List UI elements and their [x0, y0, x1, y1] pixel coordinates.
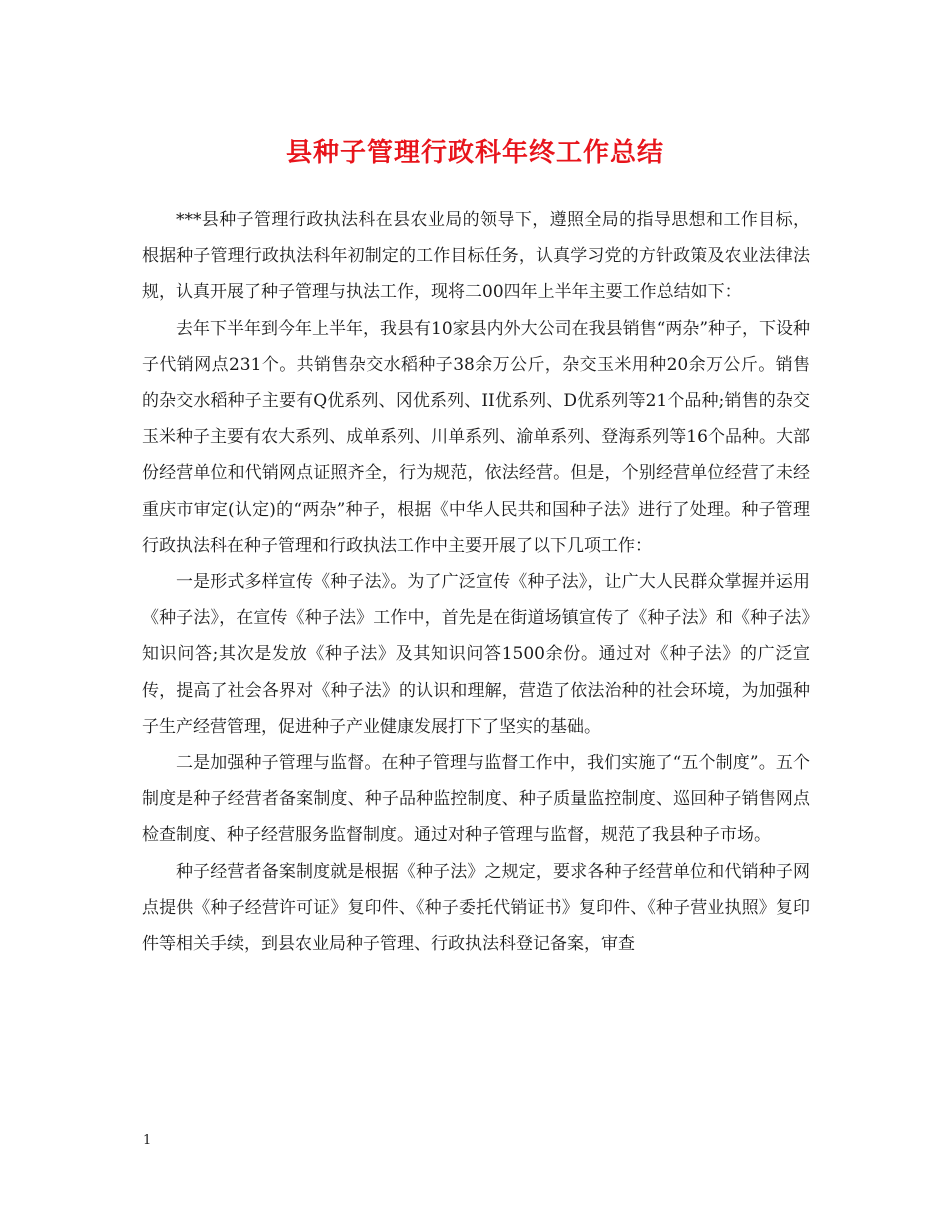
page-number: 1 — [143, 1133, 152, 1148]
paragraph-intro: ***县种子管理行政执法科在县农业局的领导下，遵照全局的指导思想和工作目标，根据种子管理行政执法科年初制定的工作目标任务，认真学习党的方针政策及农业法律法规，认真开展了种子管理与执法工作，现将二00四年上半年主要工作总结如下： — [142, 210, 810, 303]
paragraph-supervision: 二是加强种子管理与监督。在种子管理与监督工作中，我们实施了“五个制度”。五个制度是种子经营者备案制度、种子品种监控制度、种子质量监控制度、巡回种子销售网点检查制度、种子经营服务监督制度。通过对种子管理与监督，规范了我县种子市场。 — [142, 753, 810, 846]
document-title: 县种子管理行政科年终工作总结 — [285, 138, 664, 168]
paragraph-sales-overview: 去年下半年到今年上半年，我县有10家县内外大公司在我县销售“两杂”种子，下设种子代销网点231个。共销售杂交水稻种子38余万公斤，杂交玉米用种20余万公斤。销售的杂交水稻种子主要有Q优系列、冈优系列、II优系列、D优系列等21个品种;销售的杂交玉米种子主要有农大系列、成单系列、川单系列、渝单系列、登海系列等16个品种。大部份经营单位和代销网点证照齐全，行为规范，依法经营。但是，个别经营单位经营了未经重庆市审定(认定)的“两杂”种子，根据《中华人民共和国种子法》进行了处理。种子管理行政执法科在种子管理和行政执法工作中主要开展了以下几项工作： — [142, 318, 811, 556]
paragraph-filing-system: 种子经营者备案制度就是根据《种子法》之规定，要求各种子经营单位和代销种子网点提供《种子经营许可证》复印件、《种子委托代销证书》复印件、《种子营业执照》复印件等相关手续，到县农业局种子管理、行政执法科登记备案，审查 — [142, 861, 810, 955]
document-body — [142, 202, 810, 962]
paragraph-publicity: 一是形式多样宣传《种子法》。为了广泛宣传《种子法》，让广大人民群众掌握并运用《种子法》，在宣传《种子法》工作中，首先是在街道场镇宣传了《种子法》和《种子法》知识问答;其次是发放《种子法》及其知识问答1500余份。通过对《种子法》的广泛宣传，提高了社会各界对《种子法》的认识和理解，营造了依法治种的社会环境，为加强种子生产经营管理，促进种子产业健康发展打下了坚实的基础。 — [142, 572, 810, 737]
